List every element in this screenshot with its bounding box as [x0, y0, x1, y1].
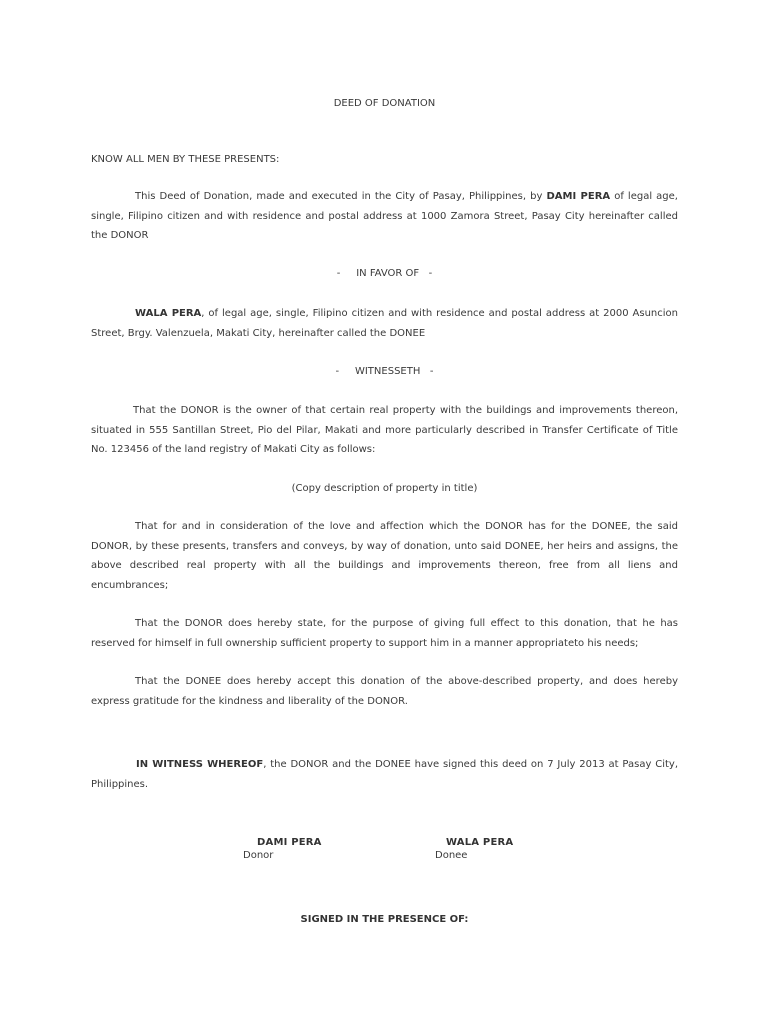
document-title: DEED OF DONATION [333, 98, 436, 109]
paragraph-reservation: That the DONOR does hereby state, for the purpose of giving full effect to this donation, that he has reserved for himself in full ownership sufficient property to support him in a manner appropriateto his needs; [91, 618, 678, 649]
paragraph-witness [91, 755, 678, 794]
in-favor-of-heading: - IN FAVOR OF - [336, 268, 433, 279]
witness-whereof-bold: IN WITNESS WHEREOF [136, 759, 264, 770]
donor-signature-name: DAMI PERA [257, 837, 322, 848]
paragraph-acceptance: That the DONEE does hereby accept this donation of the above-described property, and does hereby express gratitude for the kindness and liberality of the DONOR. [91, 676, 678, 707]
para2-text-post: , of legal age, single, Filipino citizen and with residence and postal address at 2000 Asuncion Street, Brgy. Valenzuela, Makati City, hereinafter called the DONEE [91, 308, 678, 339]
donee-signature-name: WALA PERA [446, 837, 514, 848]
donee-signature-role: Donee [435, 850, 468, 861]
donor-name-bold: DAMI PERA [546, 191, 611, 202]
paragraph-property: That the DONOR is the owner of that certain real property with the buildings and improvements thereon, situated in 555 Santillan Street, Pio del Pilar, Makati and more particularly described in Transfer Certificate of Title No. 123456 of the land registry of Makati City as follows: [91, 405, 678, 455]
paragraph-donee [91, 304, 678, 343]
donee-name-bold: WALA PERA [135, 308, 202, 319]
para7-text-post: , the DONOR and the DONEE have signed this deed on 7 July 2013 at Pasay City, Philippines. [91, 759, 679, 790]
paragraph-consideration: That for and in consideration of the love and affection which the DONOR has for the DONEE, the said DONOR, by these presents, transfers and conveys, by way of donation, unto said DONEE, her heirs and assigns, the above described real property with all the buildings and improvements thereon, free from all liens and encumbrances; [91, 521, 678, 591]
para1-text-post: of legal age, single, Filipino citizen and with residence and postal address at 1000 Zamora Street, Pasay City hereinafter called the DONOR [91, 191, 678, 241]
copy-description-note: (Copy description of property in title) [291, 483, 478, 494]
signed-in-presence-heading: SIGNED IN THE PRESENCE OF: [300, 914, 469, 925]
donor-signature-role: Donor [243, 850, 274, 861]
witnesseth-heading: - WITNESSETH - [335, 366, 434, 377]
para1-text-pre: This Deed of Donation, made and executed in the City of Pasay, Philippines, by [135, 191, 547, 202]
paragraph-donor [91, 187, 678, 246]
opening-line: KNOW ALL MEN BY THESE PRESENTS: [91, 154, 280, 165]
